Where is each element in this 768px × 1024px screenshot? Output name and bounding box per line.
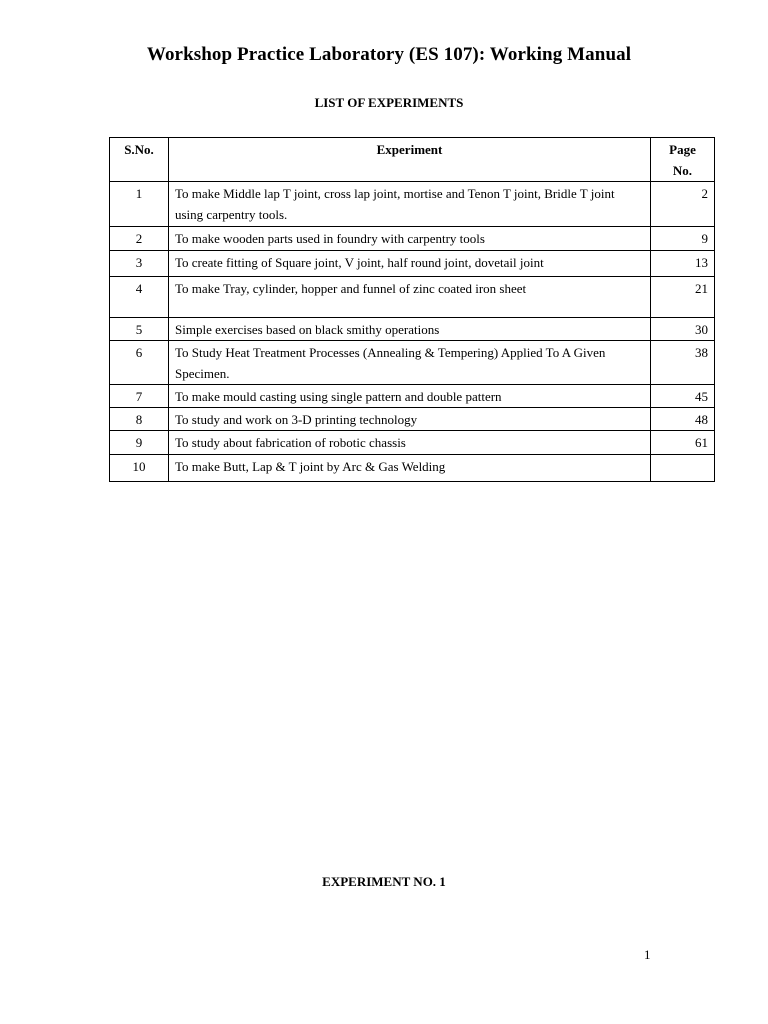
row-experiment: To make Butt, Lap & T joint by Arc & Gas Welding	[169, 455, 651, 482]
table-row	[110, 277, 715, 318]
table-row	[110, 408, 715, 431]
row-experiment: To Study Heat Treatment Processes (Annealing & Tempering) Applied To A Given Specimen.	[169, 341, 651, 385]
row-sno: 10	[110, 455, 169, 482]
row-sno: 2	[110, 227, 169, 251]
table-row	[110, 227, 715, 251]
row-page: 48	[651, 408, 715, 431]
table-header-row	[110, 138, 715, 182]
row-sno: 6	[110, 341, 169, 385]
row-experiment: To make mould casting using single pattern and double pattern	[169, 385, 651, 408]
row-experiment: To study and work on 3-D printing technology	[169, 408, 651, 431]
row-sno: 7	[110, 385, 169, 408]
header-experiment: Experiment	[169, 138, 651, 182]
row-page: 2	[651, 182, 715, 227]
header-page	[651, 138, 715, 182]
row-page: 61	[651, 431, 715, 455]
row-page: 13	[651, 251, 715, 277]
table-row	[110, 385, 715, 408]
row-sno: 1	[110, 182, 169, 227]
row-experiment: Simple exercises based on black smithy operations	[169, 318, 651, 341]
row-experiment: To make wooden parts used in foundry with carpentry tools	[169, 227, 651, 251]
row-page	[651, 455, 715, 482]
row-experiment: To make Middle lap T joint, cross lap joint, mortise and Tenon T joint, Bridle T joint using carpentry tools.	[169, 182, 651, 227]
experiment-heading: EXPERIMENT NO. 1	[322, 874, 446, 889]
table-row	[110, 318, 715, 341]
list-heading: LIST OF EXPERIMENTS	[314, 95, 464, 110]
row-sno: 9	[110, 431, 169, 455]
row-page: 21	[651, 277, 715, 318]
row-sno: 4	[110, 277, 169, 318]
table-row	[110, 341, 715, 385]
experiments-table	[109, 137, 715, 482]
row-experiment: To study about fabrication of robotic chassis	[169, 431, 651, 455]
row-page: 30	[651, 318, 715, 341]
table-row	[110, 431, 715, 455]
row-sno: 8	[110, 408, 169, 431]
header-page-line2: No.	[672, 163, 693, 178]
header-page-line1: Page	[669, 142, 696, 157]
page-number: 1	[644, 947, 651, 962]
row-page: 9	[651, 227, 715, 251]
table-row	[110, 251, 715, 277]
row-experiment: To make Tray, cylinder, hopper and funnel of zinc coated iron sheet	[169, 277, 651, 318]
document-title: Workshop Practice Laboratory (ES 107): Working Manual	[146, 44, 632, 65]
row-experiment: To create fitting of Square joint, V joint, half round joint, dovetail joint	[169, 251, 651, 277]
row-sno: 5	[110, 318, 169, 341]
row-page: 45	[651, 385, 715, 408]
row-sno: 3	[110, 251, 169, 277]
table-row	[110, 455, 715, 482]
row-page: 38	[651, 341, 715, 385]
header-sno: S.No.	[110, 138, 169, 182]
table-row	[110, 182, 715, 227]
